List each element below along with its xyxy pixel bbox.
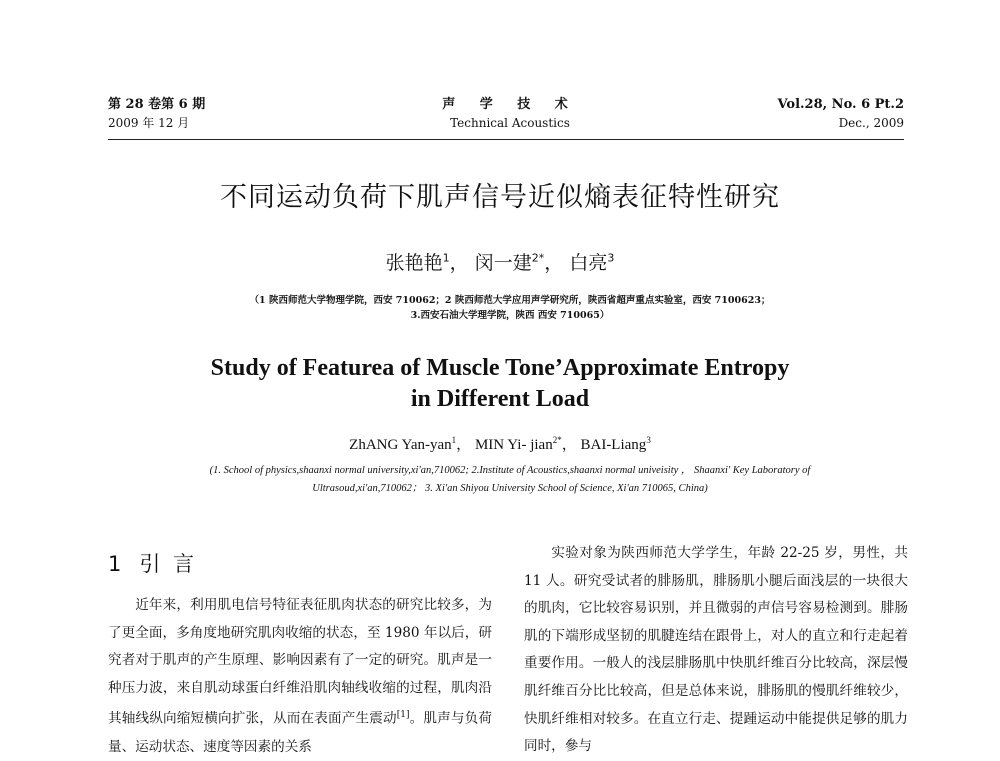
- citation-ref: [1]: [396, 710, 410, 721]
- affiliation-en-line-2: Ultrasoud,xi'an,710062； 3. Xi'an Shiyou University School of Science, Xi'an 710065, China): [312, 483, 708, 494]
- author-2-en: MIN Yi- jian: [474, 437, 553, 453]
- body-right-column: [524, 540, 908, 761]
- affiliation-en-line-1: (1. School of physics,shaanxi normal university,xi'an,710062; 2.Institute of Acoustics,shaanxi normal univeisity ， Shaanxi' Key Laboratory of: [209, 465, 811, 476]
- author-1-en-affil: 1: [451, 435, 457, 445]
- section-heading: [108, 548, 197, 578]
- author-3-en: BAI-Liang: [580, 437, 647, 453]
- affiliations-cn: [150, 293, 870, 323]
- affiliation-cn-line-1: （1 陕西师范大学物理学院，西安 710062；2 陕西师范大学应用声学研究所，陕西省超声重点实验室，西安 7100623；: [249, 295, 771, 306]
- author-1-cn-affil: 1: [442, 251, 450, 265]
- journal-name-cn: 声 学 技 术: [442, 97, 578, 112]
- affiliations-en: [145, 462, 875, 498]
- author-2-cn: 闵一建: [474, 252, 532, 274]
- journal-name: [360, 96, 660, 132]
- paper-title-en: [0, 353, 1000, 415]
- volume-issue-cn: 第 28 卷第 6 期: [108, 97, 206, 112]
- author-1-en: ZhANG Yan-yan: [349, 437, 452, 453]
- intro-paragraph-tail: 。肌声与负荷量、运动状态、速度等因素的关系: [108, 710, 492, 755]
- volume-issue-en: Vol.28, No. 6 Pt.2: [777, 97, 904, 112]
- authors-cn: 张艳艳$^1$， 闵一建$^{2*}$， 白亮$^3$: [385, 251, 615, 274]
- affiliation-cn-line-2: 3.西安石油大学理学院，陕西 西安 710065）: [410, 310, 610, 321]
- paper-title-en-line-1: Study of Featurea of Muscle Tone’Approximate Entropy: [210, 355, 790, 381]
- journal-volume-cn: [108, 96, 205, 132]
- header-rule: [108, 139, 904, 140]
- author-3-en-affil: 3: [646, 435, 651, 445]
- body-left-column: [108, 592, 492, 761]
- paper-title-en-line-2: in Different Load: [410, 386, 590, 412]
- section-title: 引 言: [139, 552, 198, 576]
- journal-name-en: Technical Acoustics: [450, 116, 570, 130]
- journal-volume-en: [778, 96, 904, 132]
- author-3-cn: 白亮: [569, 252, 608, 274]
- author-1-cn: 张艳艳: [385, 252, 443, 274]
- author-2-cn-affil: 2*: [531, 251, 545, 265]
- publication-date-cn: 2009 年 12 月: [108, 116, 190, 130]
- paper-title-cn: 不同运动负荷下肌声信号近似熵表征特性研究: [220, 182, 780, 213]
- author-2-en-affil: 2*: [552, 435, 562, 445]
- subjects-paragraph: 实验对象为陕西师范大学学生，年龄 22-25 岁，男性，共 11 人。研究受试者的腓肠肌，腓肠肌小腿后面浅层的一块很大的肌肉，它比较容易识别，并且微弱的声信号容易检测到。腓肠肌的下端形成坚韧的肌腱连结在跟骨上，对人的直立和行走起着重要作用。一般人的浅层腓肠肌中快肌纤维百分比较高，深层慢肌纤维百分比比较高，但是总体来说，腓肠肌的慢肌纤维较少，快肌纤维相对较多。在直立行走、提踵运动中能提供足够的肌力同时，參与: [524, 545, 908, 755]
- authors-en: ZhANG Yan-yan$^1$， MIN Yi- jian$^{2*}$， BAI-Liang$^3$: [349, 435, 651, 453]
- section-number: 1: [108, 552, 122, 576]
- publication-date-en: Dec., 2009: [838, 116, 904, 130]
- author-3-cn-affil: 3: [607, 251, 615, 265]
- intro-paragraph: 近年来，利用肌电信号特征表征肌肉状态的研究比较多，为了更全面，多角度地研究肌肉收缩的状态，至 1980 年以后，研究者对于肌声的产生原理、影响因素有了一定的研究。肌声是一种压力波，来自肌动球蛋白纤维沿肌肉轴线收缩的过程，肌肉沿其轴线纵向缩短横向扩张，从而在表面产生震动: [108, 597, 492, 727]
